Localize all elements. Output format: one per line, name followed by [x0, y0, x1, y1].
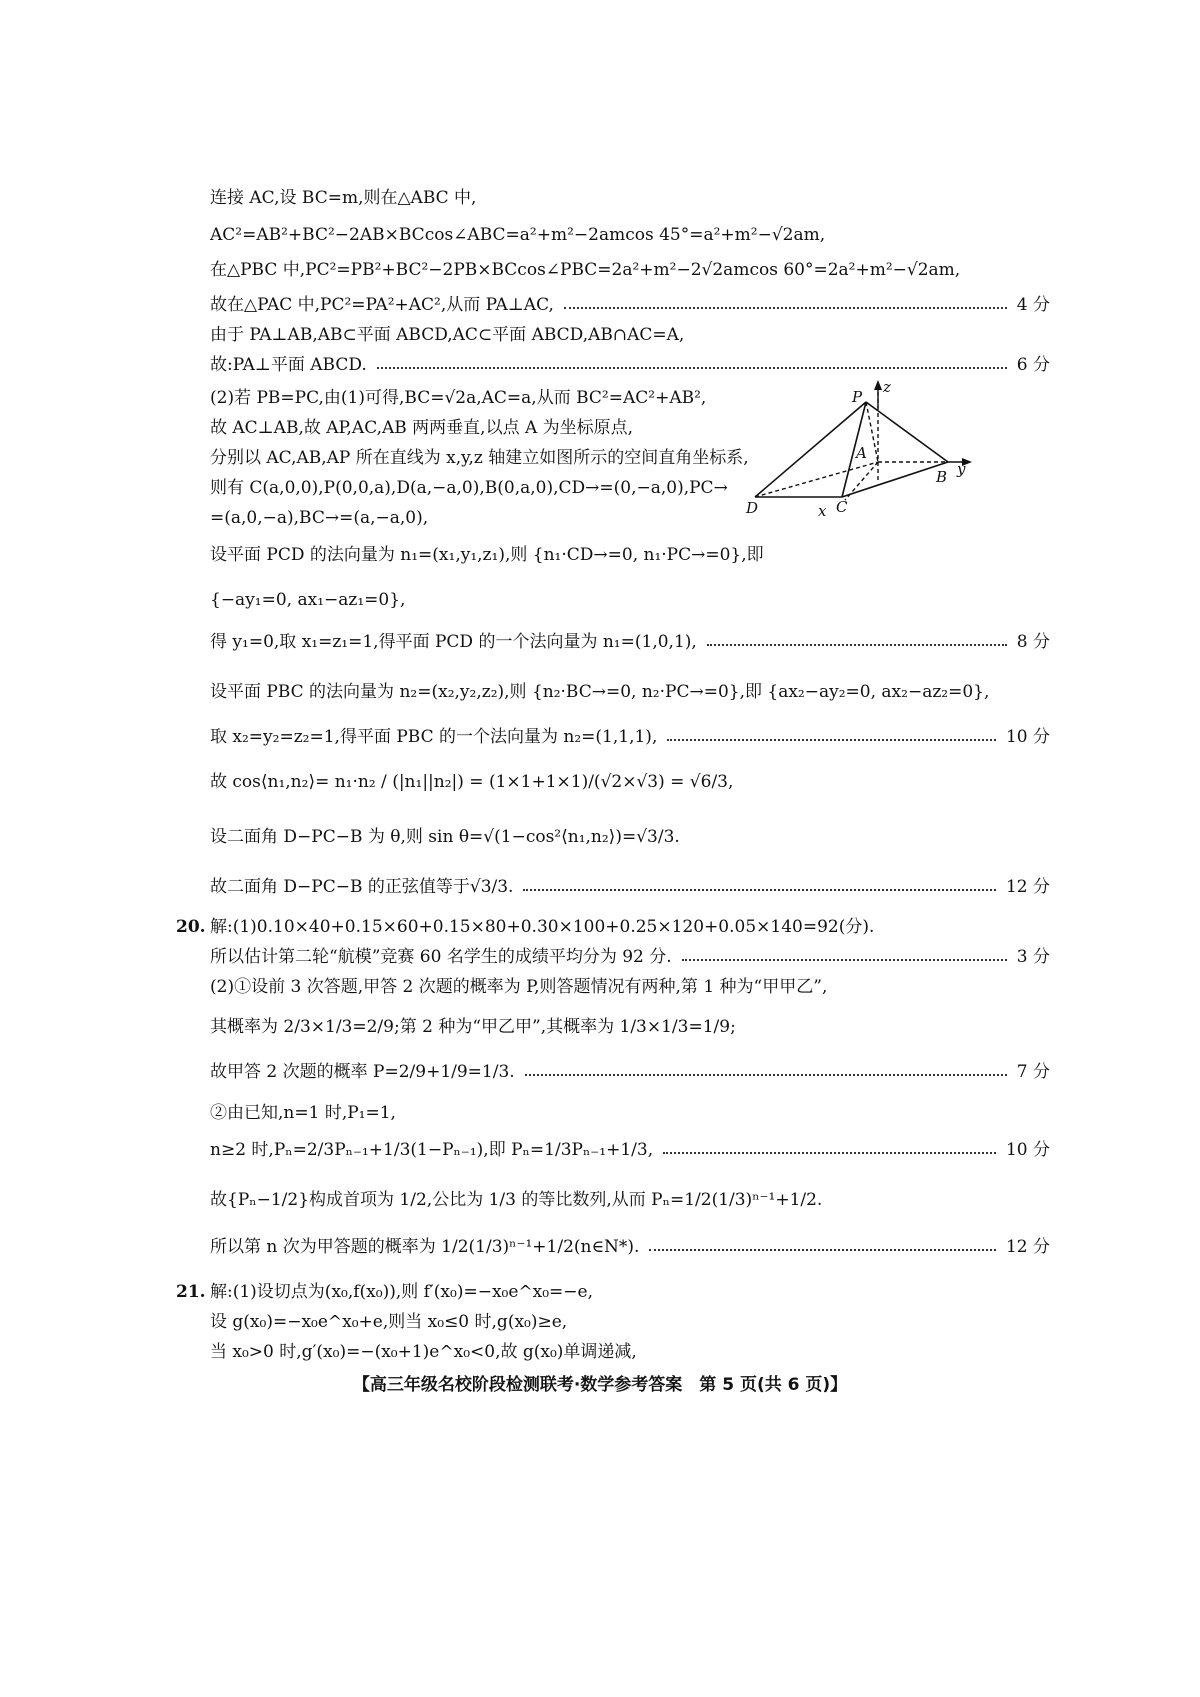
q19-line: 设平面 PBC 的法向量为 n₂=(x₂,y₂,z₂),则 {n₂·BC→=0, n₂·PC→=0},即 {ax₂−ay₂=0, ax₂−az₂=0}, — [210, 682, 990, 702]
figure-label-x: x — [818, 502, 827, 520]
q19-scored-line: 故在△PAC 中,PC²=PA²+AC²,从而 PA⊥AC, 4 分 — [210, 290, 1050, 320]
q20-scored-line: 所以第 n 次为甲答题的概率为 1/2(1/3)ⁿ⁻¹+1/2(n∈N*). 12 分 — [210, 1232, 1050, 1262]
figure-label-p: P — [852, 388, 863, 406]
score-label: 4 分 — [1016, 295, 1050, 315]
q19-line: 连接 AC,设 BC=m,则在△ABC 中, — [210, 188, 477, 208]
leader-dots — [525, 1074, 1007, 1076]
q19-scored-line: 取 x₂=y₂=z₂=1,得平面 PBC 的一个法向量为 n₂=(1,1,1), 10 分 — [210, 722, 1050, 752]
score-label: 12 分 — [1005, 877, 1050, 897]
q20-line: ②由已知,n=1 时,P₁=1, — [210, 1103, 396, 1123]
figure-label-d: D — [746, 499, 759, 517]
score-label: 7 分 — [1016, 1062, 1050, 1082]
figure-label-b: B — [936, 468, 948, 486]
q19-line: 故 AC⊥AB,故 AP,AC,AB 两两垂直,以点 A 为坐标原点, — [210, 418, 634, 438]
q19-line: 则有 C(a,0,0),P(0,0,a),D(a,−a,0),B(0,a,0),CD→=(0,−a,0),PC→ — [210, 478, 728, 498]
q19-line: 由于 PA⊥AB,AB⊂平面 ABCD,AC⊂平面 ABCD,AB∩AC=A, — [210, 325, 685, 345]
page-footer: 【高三年级名校阶段检测联考·数学参考答案 第 5 页(共 6 页)】 — [352, 1375, 848, 1395]
score-label: 10 分 — [1005, 727, 1050, 747]
leader-dots — [682, 959, 1007, 961]
leader-dots — [523, 889, 995, 891]
q19-scored-line: 得 y₁=0,取 x₁=z₁=1,得平面 PCD 的一个法向量为 n₁=(1,0,1), 8 分 — [210, 627, 1050, 657]
q20-line: 解:(1)0.10×40+0.15×60+0.15×80+0.30×100+0.25×120+0.05×140=92(分). — [210, 917, 875, 937]
q19-line: 设平面 PCD 的法向量为 n₁=(x₁,y₁,z₁),则 {n₁·CD→=0, n₁·PC→=0},即 — [210, 545, 764, 565]
score-label: 10 分 — [1005, 1140, 1050, 1160]
q19-scored-line: 故:PA⊥平面 ABCD. 6 分 — [210, 350, 1050, 380]
q19-scored-line: 故二面角 D−PC−B 的正弦值等于√3/3. 12 分 — [210, 872, 1050, 902]
q19-line: =(a,0,−a),BC→=(a,−a,0), — [210, 508, 429, 528]
q19-line: (2)若 PB=PC,由(1)可得,BC=√2a,AC=a,从而 BC²=AC²+AB², — [210, 388, 707, 408]
q19-line: 在△PBC 中,PC²=PB²+BC²−2PB×BCcos∠PBC=2a²+m²−2√2amcos 60°=2a²+m²−√2am, — [210, 260, 961, 280]
score-label: 8 分 — [1016, 632, 1050, 652]
question-number: 20. — [176, 917, 206, 937]
q20-line: 故{Pₙ−1/2}构成首项为 1/2,公比为 1/3 的等比数列,从而 Pₙ=1/2(1/3)ⁿ⁻¹+1/2. — [210, 1190, 823, 1210]
leader-dots — [649, 1249, 995, 1251]
pyramid-figure — [746, 370, 1050, 530]
figure-label-a: A — [856, 444, 867, 462]
score-label: 6 分 — [1016, 355, 1050, 375]
leader-dots — [564, 307, 1007, 309]
q19-line: {−ay₁=0, ax₁−az₁=0}, — [210, 590, 406, 610]
figure-label-z: z — [883, 378, 891, 396]
q21-line: 解:(1)设切点为(x₀,f(x₀)),则 f′(x₀)=−x₀e^x₀=−e, — [210, 1282, 594, 1302]
q19-line: 分别以 AC,AB,AP 所在直线为 x,y,z 轴建立如图所示的空间直角坐标系, — [210, 448, 749, 468]
q19-line: 故 cos⟨n₁,n₂⟩= n₁·n₂ / (|n₁||n₂|) = (1×1+1×1)/(√2×√3) = √6/3, — [210, 772, 734, 792]
q21-line: 设 g(x₀)=−x₀e^x₀+e,则当 x₀≤0 时,g(x₀)≥e, — [210, 1312, 568, 1332]
leader-dots — [663, 1152, 996, 1154]
score-label: 12 分 — [1005, 1237, 1050, 1257]
q20-scored-line: n≥2 时,Pₙ=2/3Pₙ₋₁+1/3(1−Pₙ₋₁),即 Pₙ=1/3Pₙ₋₁+1/3, 10 分 — [210, 1135, 1050, 1165]
score-label: 3 分 — [1016, 947, 1050, 967]
figure-label-c: C — [836, 498, 848, 516]
q20-line: (2)①设前 3 次答题,甲答 2 次题的概率为 P,则答题情况有两种,第 1 种为“甲甲乙”, — [210, 977, 828, 997]
question-number: 21. — [176, 1282, 206, 1302]
leader-dots — [707, 644, 1007, 646]
q20-scored-line: 故甲答 2 次题的概率 P=2/9+1/9=1/3. 7 分 — [210, 1057, 1050, 1087]
q20-scored-line: 所以估计第二轮“航模”竞赛 60 名学生的成绩平均分为 92 分. 3 分 — [210, 942, 1050, 972]
leader-dots — [667, 739, 996, 741]
leader-dots — [377, 367, 1007, 369]
q19-line: 设二面角 D−PC−B 为 θ,则 sin θ=√(1−cos²⟨n₁,n₂⟩)=√3/3. — [210, 827, 680, 847]
figure-label-y: y — [957, 460, 966, 478]
q20-line: 其概率为 2/3×1/3=2/9;第 2 种为“甲乙甲”,其概率为 1/3×1/3=1/9; — [210, 1017, 736, 1037]
q21-line: 当 x₀>0 时,g′(x₀)=−(x₀+1)e^x₀<0,故 g(x₀)单调递减, — [210, 1342, 637, 1362]
q19-line: AC²=AB²+BC²−2AB×BCcos∠ABC=a²+m²−2amcos 45°=a²+m²−√2am, — [210, 225, 826, 245]
